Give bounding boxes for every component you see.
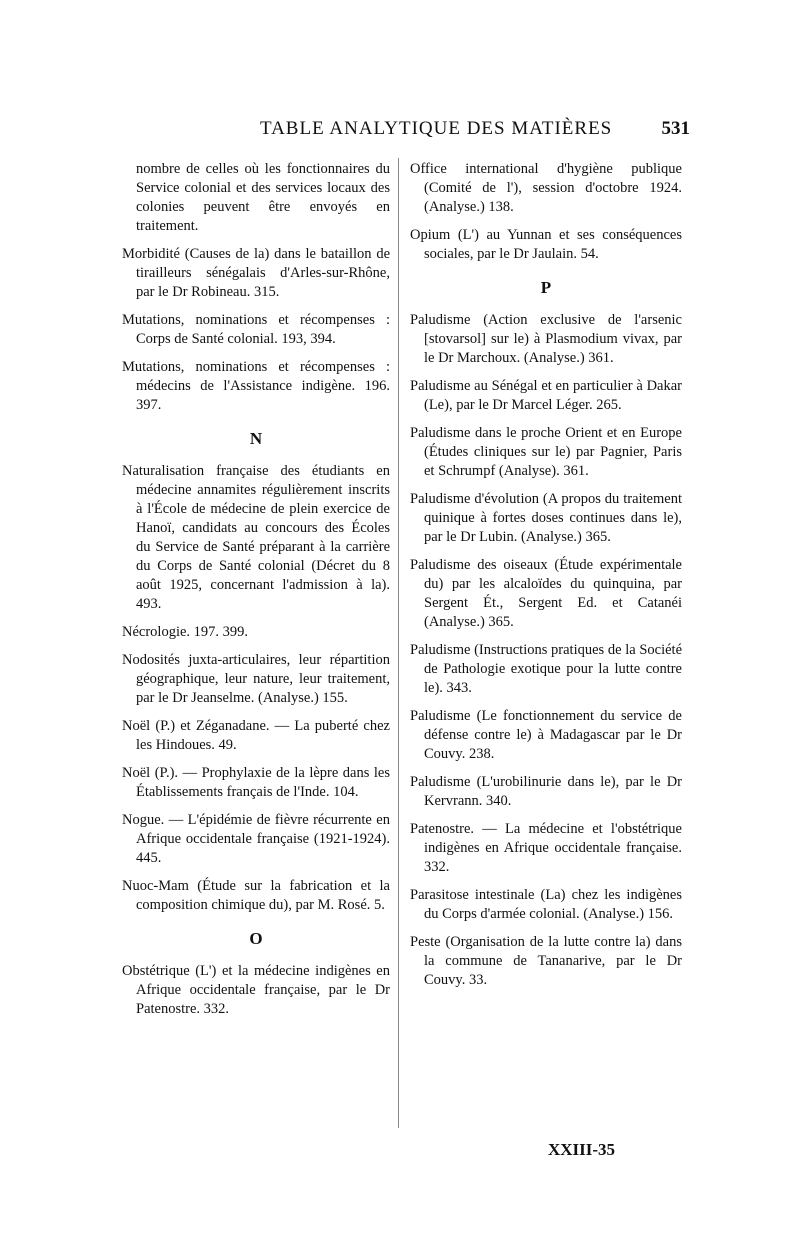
index-entry: Mutations, nominations et récompenses : Corps de Santé colonial. 193, 394. bbox=[122, 312, 390, 347]
index-entry: Paludisme dans le proche Orient et en Europe (Études cliniques sur le) par Pagnier, Paris et Schrumpf (Analyse). 361. bbox=[410, 425, 682, 479]
index-entry: Nuoc-Mam (Étude sur la fabrication et la composition chimique du), par M. Rosé. 5. bbox=[122, 878, 390, 913]
section-letter-o: O bbox=[249, 929, 263, 948]
index-entry: Paludisme (Action exclusive de l'arsenic [stovarsol] sur le) à Plasmodium vivax, par le Dr Marchoux. (Analyse.) 361. bbox=[410, 312, 682, 366]
index-entry: Patenostre. — La médecine et l'obstétrique indigènes en Afrique occidentale française. 332. bbox=[410, 821, 682, 875]
index-entry: Peste (Organisation de la lutte contre la) dans la commune de Tananarive, par le Dr Couvy. 33. bbox=[410, 934, 682, 988]
index-entry: nombre de celles où les fonctionnaires du Service colonial et des services locaux des colonies peuvent être envoyés en traitement. bbox=[136, 161, 390, 234]
index-entry: Paludisme (Instructions pratiques de la Société de Pathologie exotique pour la lutte contre le). 343. bbox=[410, 642, 682, 696]
index-entry: Paludisme (Le fonctionnement du service de défense contre le) à Madagascar par le Dr Couvy. 238. bbox=[410, 708, 682, 762]
index-entry: Naturalisation française des étudiants en médecine annamites régulièrement inscrits à l'École de médecine de plein exercice de Hanoï, candidats au concours des Écoles du Service de Santé préparant à la carrière du Corps de Santé colonial (Décret du 8 août 1925, concernant l'admission à la). 493. bbox=[122, 463, 390, 612]
index-entry: Office international d'hygiène publique (Comité de l'), session d'octobre 1924. (Analyse.) 138. bbox=[410, 161, 682, 215]
index-entry: Nodosités juxta-articulaires, leur répartition géographique, leur nature, leur traitement, par le Dr Jeanselme. (Analyse.) 155. bbox=[122, 652, 390, 706]
index-entry: Paludisme (L'urobilinurie dans le), par le Dr Kervrann. 340. bbox=[410, 774, 682, 809]
page-number: 531 bbox=[661, 118, 690, 139]
index-entry: Mutations, nominations et récompenses : médecins de l'Assistance indigène. 196. 397. bbox=[122, 359, 390, 413]
signature-mark: XXIII-35 bbox=[548, 1140, 616, 1159]
index-entry: Obstétrique (L') et la médecine indigènes en Afrique occidentale française, par le Dr Patenostre. 332. bbox=[122, 963, 390, 1017]
left-column bbox=[122, 160, 390, 1028]
page-title: TABLE ANALYTIQUE DES MATIÈRES bbox=[260, 118, 613, 139]
right-column bbox=[410, 160, 682, 999]
page-header bbox=[120, 118, 690, 152]
index-entry: Paludisme des oiseaux (Étude expérimentale du) par les alcaloïdes du quinquina, par Sergent Ét., Sergent Ed. et Catanéi (Analyse.) 365. bbox=[410, 557, 682, 630]
column-divider bbox=[398, 158, 399, 1128]
index-entry: Paludisme d'évolution (A propos du traitement quinique à fortes doses continues dans le), par le Dr Lubin. (Analyse.) 365. bbox=[410, 491, 682, 545]
index-entry: Paludisme au Sénégal et en particulier à Dakar (Le), par le Dr Marcel Léger. 265. bbox=[410, 378, 682, 413]
section-letter-p: P bbox=[540, 278, 552, 297]
section-letter-n: N bbox=[249, 429, 263, 448]
index-entry: Noël (P.). — Prophylaxie de la lèpre dans les Établissements français de l'Inde. 104. bbox=[122, 765, 390, 800]
index-entry: Morbidité (Causes de la) dans le bataillon de tirailleurs sénégalais d'Arles-sur-Rhône, par le Dr Robineau. 315. bbox=[122, 246, 390, 300]
index-entry: Opium (L') au Yunnan et ses conséquences sociales, par le Dr Jaulain. 54. bbox=[410, 227, 682, 262]
index-entry: Nogue. — L'épidémie de fièvre récurrente en Afrique occidentale française (1921-1924). 445. bbox=[122, 812, 390, 866]
index-entry: Nécrologie. 197. 399. bbox=[122, 624, 249, 640]
index-entry: Noël (P.) et Zéganadane. — La puberté chez les Hindoues. 49. bbox=[122, 718, 390, 753]
index-entry: Parasitose intestinale (La) chez les indigènes du Corps d'armée colonial. (Analyse.) 156. bbox=[410, 887, 682, 922]
